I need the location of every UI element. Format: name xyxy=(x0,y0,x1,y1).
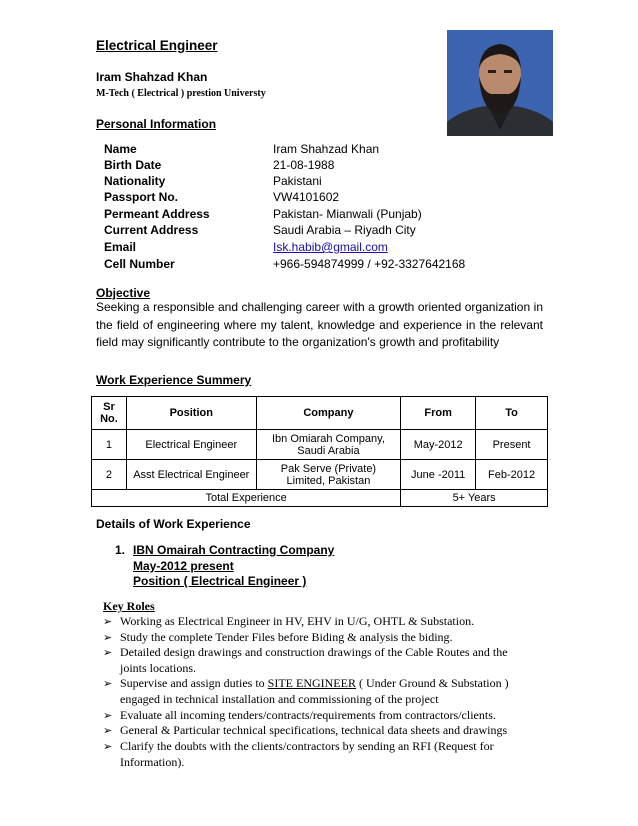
details-heading: Details of Work Experience xyxy=(96,517,251,531)
arrow-bullet-icon: ➢ xyxy=(103,677,113,690)
total-label: Total Experience xyxy=(92,490,401,507)
resume-title: Electrical Engineer xyxy=(96,38,218,53)
value-name: Iram Shahzad Khan xyxy=(273,142,380,156)
value-passport: VW4101602 xyxy=(273,190,340,204)
objective-text: Seeking a responsible and challenging career with a growth oriented organization in the field of engineering where my talent, knowledge and experience in the relevant field may significantly contribute to the organization's growth and profitability xyxy=(96,300,543,349)
cell-to: Present xyxy=(476,430,548,460)
key-roles-heading: Key Roles xyxy=(103,599,155,613)
label-permanent-address: Permeant Address xyxy=(104,207,210,221)
arrow-bullet-icon: ➢ xyxy=(103,615,113,628)
details-period: May-2012 present xyxy=(133,559,234,573)
objective-heading: Objective xyxy=(96,286,151,300)
total-row xyxy=(92,490,548,507)
header-from: From xyxy=(401,397,476,430)
arrow-bullet-icon: ➢ xyxy=(103,631,113,644)
cell-company: Ibn Omiarah Company, Saudi Arabia xyxy=(256,430,401,460)
cell-from: June -2011 xyxy=(401,460,476,490)
arrow-bullet-icon: ➢ xyxy=(103,709,113,722)
details-company: IBN Omairah Contracting Company xyxy=(133,543,335,557)
arrow-bullet-icon: ➢ xyxy=(103,724,113,737)
arrow-bullet-icon: ➢ xyxy=(103,740,113,753)
work-summary-heading: Work Experience Summery xyxy=(96,373,252,387)
header-position: Position xyxy=(126,397,256,430)
value-nationality: Pakistani xyxy=(273,174,322,188)
table-row xyxy=(92,430,548,460)
details-position: Position ( Electrical Engineer ) xyxy=(133,574,307,588)
list-item: ➢ Study the complete Tender Files before Biding & analysis the biding. xyxy=(103,630,453,644)
work-summary-table xyxy=(91,396,548,507)
header-company: Company xyxy=(256,397,401,430)
list-item: ➢ Clarify the doubts with the clients/contractors by sending an RFI (Request for Information). xyxy=(103,739,494,769)
profile-photo xyxy=(447,30,553,136)
cell-position: Electrical Engineer xyxy=(126,430,256,460)
label-current-address: Current Address xyxy=(104,223,199,237)
header-to: To xyxy=(476,397,548,430)
label-email: Email xyxy=(104,240,137,254)
label-cell-number: Cell Number xyxy=(104,257,175,271)
site-engineer-text: SITE ENGINEER xyxy=(267,676,356,690)
total-value: 5+ Years xyxy=(401,490,548,507)
label-nationality: Nationality xyxy=(104,174,166,188)
cell-company: Pak Serve (Private) Limited, Pakistan xyxy=(256,460,401,490)
personal-info-heading: Personal Information xyxy=(96,117,217,131)
label-name: Name xyxy=(104,142,137,156)
label-birth-date: Birth Date xyxy=(104,158,162,172)
candidate-degree: M-Tech ( Electrical ) prestion Universty xyxy=(96,88,266,99)
label-passport: Passport No. xyxy=(104,190,179,204)
table-row xyxy=(92,460,548,490)
candidate-name: Iram Shahzad Khan xyxy=(96,70,208,84)
list-item: ➢ Evaluate all incoming tenders/contracts/requirements from contractors/clients. xyxy=(103,708,496,722)
value-cell-number: +966-594874999 / +92-3327642168 xyxy=(273,257,466,271)
table-header-row xyxy=(92,397,548,430)
email-link[interactable]: Isk.habib@gmail.com xyxy=(273,240,388,254)
cell-position: Asst Electrical Engineer xyxy=(126,460,256,490)
list-item: ➢ General & Particular technical specifications, technical data sheets and drawings xyxy=(103,723,508,737)
list-item: ➢ Supervise and assign duties to SITE ENGINEER ( Under Ground & Substation ) engaged in technical installation and commissioning of the project xyxy=(103,676,509,706)
cell-to: Feb-2012 xyxy=(476,460,548,490)
value-permanent-address: Pakistan- Mianwali (Punjab) xyxy=(273,207,422,221)
value-current-address: Saudi Arabia – Riyadh City xyxy=(273,223,416,237)
value-birth-date: 21-08-1988 xyxy=(273,158,335,172)
cell-sr: 1 xyxy=(92,430,127,460)
details-number: 1. xyxy=(115,543,126,557)
cell-from: May-2012 xyxy=(401,430,476,460)
list-item: ➢ Working as Electrical Engineer in HV, EHV in U/G, OHTL & Substation. xyxy=(103,614,475,628)
arrow-bullet-icon: ➢ xyxy=(103,646,113,659)
header-sr: Sr No. xyxy=(92,397,127,430)
list-item: ➢ Detailed design drawings and construction drawings of the Cable Routes and the joints locations. xyxy=(103,645,508,675)
cell-sr: 2 xyxy=(92,460,127,490)
